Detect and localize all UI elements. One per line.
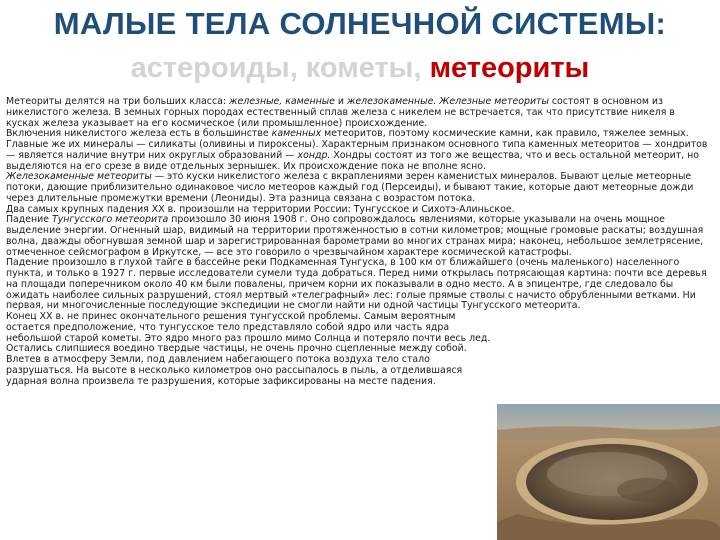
paragraph-stony-iron [6, 172, 710, 204]
slide-title: МАЛЫЕ ТЕЛА СОЛНЕЧНОЙ СИСТЕМЫ: [53, 6, 667, 41]
paragraph-two-falls: Два самых крупных падения XX в. произошли на территории России: Тунгусское и Сихотэ-Алиньское. [6, 203, 515, 215]
paragraph-conclusion: Конец XX в. не принес окончательного решения тунгусской проблемы. Самым вероятным остается предположение, что тунгусское тело представляло собой ядро или часть ядра небольшой старой кометы. Это ядро много раз прошло мимо Солнца и потеряло почти весь лед. Остались слипшиеся воедино твердые частицы, не очень прочно сцепленные между собой. Влетев в атмосферу Земли, под давлением набегающего потока воздуха тело стало разрушаться. На высоте в несколько километров оно рассыпалось в пыль, а отделившаяся ударная волна произвела те разрушения, которые зафиксированы на месте падения. [6, 311, 491, 387]
text-run-italic: Железокаменные метеориты [6, 171, 152, 183]
text-run: произошло 30 июня 1908 г. Оно сопровождалось явлениями, которые указывали на очень мощное выделение энергии. Огненный шар, видимый на территории протяженностью в сотни километров; мощные громовые раскаты; воздушная волна, дважды обогнувшая земной шар и зарегистрированная барометрами во многих странах мира; наконец, небольшое землетрясение, отмеченное сейсмографом в Иркутске, — все это говорило о чрезвычайном характере космической катастрофы. [6, 214, 704, 258]
slide-subtitle [0, 52, 720, 85]
text-run-italic: хондр. [297, 149, 331, 161]
subtitle-part-asteroids-comets: астероиды, кометы, [130, 52, 430, 84]
text-run: метеоритов, поэтому космические камни, как правило, тяжелее земных. Главные же их минералы — силикаты (оливины и пироксены). Характерным признаком основного типа каменных метеоритов — хондритов — является наличие внутри них округлых образований — [6, 128, 708, 161]
text-run: и [334, 96, 347, 107]
text-run-italic: железокаменные. Железные метеориты [346, 96, 549, 107]
text-run: Хондры состоят из того же вещества, что и весь остальной метеорит, но выделяются на его срезе в виде отдельных зернышек. Их происхождение пока не вполне ясно. [6, 149, 700, 172]
text-run: — это куски никелистого железа с вкраплениями зерен каменистых минералов. Бывают целые метеорные потоки, дающие приблизительно одинаковое число метеоров каждый год (Персеиды), и бывают такие, которые дают метеорные дожди через длительные промежутки времени (Леониды). Эта разница связана с возрастом потока. [6, 171, 694, 204]
paragraph-tunguska [6, 215, 710, 258]
body-text [6, 97, 710, 387]
text-run: состоят в основном из никелистого железа. В земных горных породах естественный сплав железа с никелем не встречается, так что присутствие никеля в кусках железа указывает на его космическое (или промышленное) происхождение. [6, 96, 675, 129]
subtitle-part-meteorites: метеориты [429, 52, 590, 84]
paragraph-stony [6, 129, 710, 172]
text-run-italic: каменных [271, 128, 322, 140]
text-run-italic: Тунгусского метеорита [52, 214, 169, 226]
text-run-italic: железные, каменные [229, 96, 335, 107]
crater-image [497, 404, 720, 540]
meteor-crater-photo [497, 404, 720, 540]
text-run: Падение [6, 214, 53, 226]
paragraph-taiga: Падение произошло в глухой тайге в бассейне реки Подкаменная Тунгуска, в 100 км от ближайшего (очень маленького) населенного пункта, и только в 1927 г. первые исследователи сумели туда добраться. Перед ними открылась потрясающая картина: почти все деревья на площади поперечником около 40 км были повалены, причем корни их показывали в одно место. А в эпицентре, где следовало бы ожидать наиболее сильных разрушений, стоял мертвый «телеграфный» лес: голые прямые стволы с начисто обрубленными ветками. Ни первая, ни многочисленные последующие экспедиции не смогли найти ни одной частицы Тунгусского метеорита. [6, 257, 707, 312]
text-run: Включения никелистого железа есть в большинстве [6, 128, 272, 140]
text-run: Метеориты делятся на три больших класса: [6, 96, 229, 107]
paragraph-classes [6, 97, 710, 129]
